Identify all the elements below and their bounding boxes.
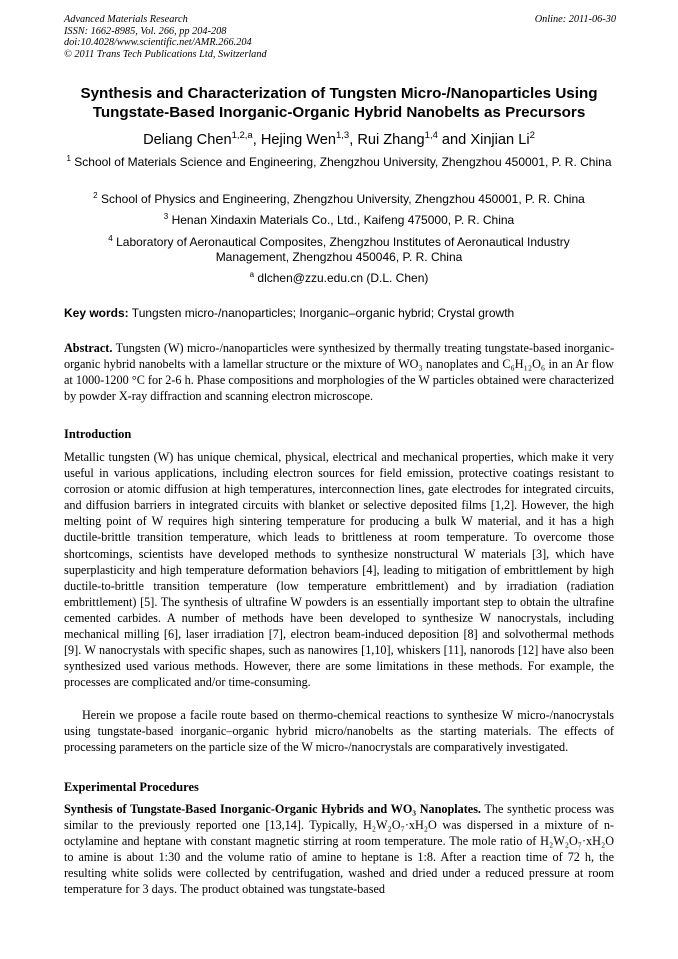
intro-paragraph: Herein we propose a facile route based on thermo-chemical reactions to synthesize W micro-/nanocrystals using tungstate-based inorganic–organic hybrid micro/nanobelts as the starting materials. The effects of processing parameters on the particle size of the W micro-/nanocrystals are comparatively investigated. [64, 708, 614, 755]
author-sep: , [349, 132, 358, 148]
keywords-label: Key words: [64, 306, 129, 320]
abstract-text: Tungsten (W) micro-/nanoparticles were synthesized by thermally treating tungstate-based inorganic-organic hybrid nanobelts with a lamellar structure or the mixture of WO₃ nanoplates and C₆H₁₂O₆ in an Ar flow at 1000-1200 °C for 2-6 h. Phase compositions and morphologies of the W particles obtained were characterized by powder X-ray diffraction and scanning electron microscope. [64, 341, 614, 404]
affiliation-text: Laboratory of Aeronautical Composites, Zhengzhou Institutes of Aeronautical Industry Management, Zhengzhou 450046, P. R. China [116, 235, 570, 265]
corresponding-email [50, 271, 628, 286]
affiliation [50, 213, 628, 228]
affiliation [50, 192, 628, 207]
affiliation-sup: 1 [66, 154, 71, 163]
affiliation-sup: 4 [108, 234, 113, 243]
author-name: Hejing Wen [260, 132, 336, 148]
journal-header [64, 14, 616, 60]
author-name: Xinjian Li [470, 132, 530, 148]
author-sep: , [252, 132, 261, 148]
section-heading: Experimental Procedures [64, 780, 199, 794]
keywords [64, 306, 624, 321]
abstract [64, 340, 614, 404]
doi-line: doi:10.4028/www.scientific.net/AMR.266.204 [64, 37, 252, 49]
author-list [40, 131, 638, 149]
online-date: Online: 2011-06-30 [534, 14, 616, 25]
journal-name: Advanced Materials Research [64, 14, 188, 25]
issn-line: ISSN: 1662-8985, Vol. 266, pp 204-208 [64, 25, 227, 37]
affiliation-sup: a [249, 270, 255, 279]
subsection-heading: Synthesis of Tungstate-Based Inorganic-Organic Hybrids and WO₃ Nanoplates. [64, 802, 481, 816]
section-heading: Introduction [64, 427, 132, 441]
author-sup: 1,3 [335, 130, 350, 141]
affiliation-sup: 3 [163, 212, 169, 221]
paper-title: Synthesis and Characterization of Tungsten Micro-/Nanoparticles Using Tungstate-Based Inorganic-Organic Hybrid Nanobelts as Precursors [80, 85, 598, 121]
copyright-line: © 2011 Trans Tech Publications Ltd, Switzerland [64, 48, 267, 60]
affiliation [66, 155, 612, 170]
email-text: dlchen@zzu.edu.cn (D.L. Chen) [257, 271, 429, 285]
intro-paragraph: Metallic tungsten (W) has unique chemical, physical, electrical and mechanical properties, which make it very useful in various applications, including electron sources for field emission, protective coatings resistant to corrosion or atomic diffusion at high temperatures, interconnection lines, gate electrodes for integrated circuits, and diffusion barriers in integrated circuits with blanket or selective deposited films [1,2]. However, the high melting point of W requires high sintering temperature for producing a bulk W material, and it has a high ductile-brittle transition temperature, which leads to brittleness at room temperature. To overcome those shortcomings, scientists have developed methods to synthesize nonstructural W materials [3], which have superplasticity and high temperature deformation behaviors [4], leading to mitigation of embrittlement by high ductile-to-brittle transition temperature (low temperature embrittlement) and by irradiation (radiation embrittlement) [5]. The synthesis of ultrafine W powders is an essentially important step to obtain the ultrafine cemented carbides. A number of methods have been developed to synthesize W nanocrystals, including mechanical milling [6], laser irradiation [7], electron beam-induced deposition [8] and solvothermal methods [9]. W nanocrystals with specific shapes, such as nanowires [1,10], whiskers [11], nanorods [12] have also been synthesized used various methods. However, there are some limitations in these methods. For example, the processes are complicated and/or time-consuming. [64, 450, 614, 690]
author-name: Deliang Chen [143, 132, 232, 148]
author-sep: and [437, 132, 471, 148]
abstract-label: Abstract. [64, 341, 113, 355]
author-sup: 1,4 [424, 130, 438, 141]
affiliation-text: School of Materials Science and Engineering, Zhengzhou University, Zhengzhou 450001, P. R. China [74, 155, 612, 169]
affiliation-text: Henan Xindaxin Materials Co., Ltd., Kaifeng 475000, P. R. China [171, 213, 515, 227]
experimental-paragraph [64, 801, 614, 898]
author-sup: 1,2,a [231, 130, 253, 141]
affiliation-text: School of Physics and Engineering, Zhengzhou University, Zhengzhou 450001, P. R. China [100, 192, 585, 206]
affiliation-sup: 2 [93, 191, 98, 200]
affiliation [80, 235, 598, 266]
experimental-text: The synthetic process was similar to the previously reported one [13,14]. Typically, H₂W₂O₇·xH₂O was dispersed in a mixture of n-octylamine and heptane with constant magnetic stirring at room temperature. The mole ratio of H₂W₂O₇·xH₂O to amine is about 1:30 and the volume ratio of amine to heptane is 1:8. After a reaction time of 72 h, the resulting white solids were collected by centrifugation, washed and dried under a reduced pressure at room temperature for 3 days. The product obtained was tungstate-based [64, 802, 614, 897]
author-sup: 2 [529, 130, 535, 141]
keywords-text: Tungsten micro-/nanoparticles; Inorganic–organic hybrid; Crystal growth [128, 306, 515, 320]
author-name: Rui Zhang [357, 132, 425, 148]
